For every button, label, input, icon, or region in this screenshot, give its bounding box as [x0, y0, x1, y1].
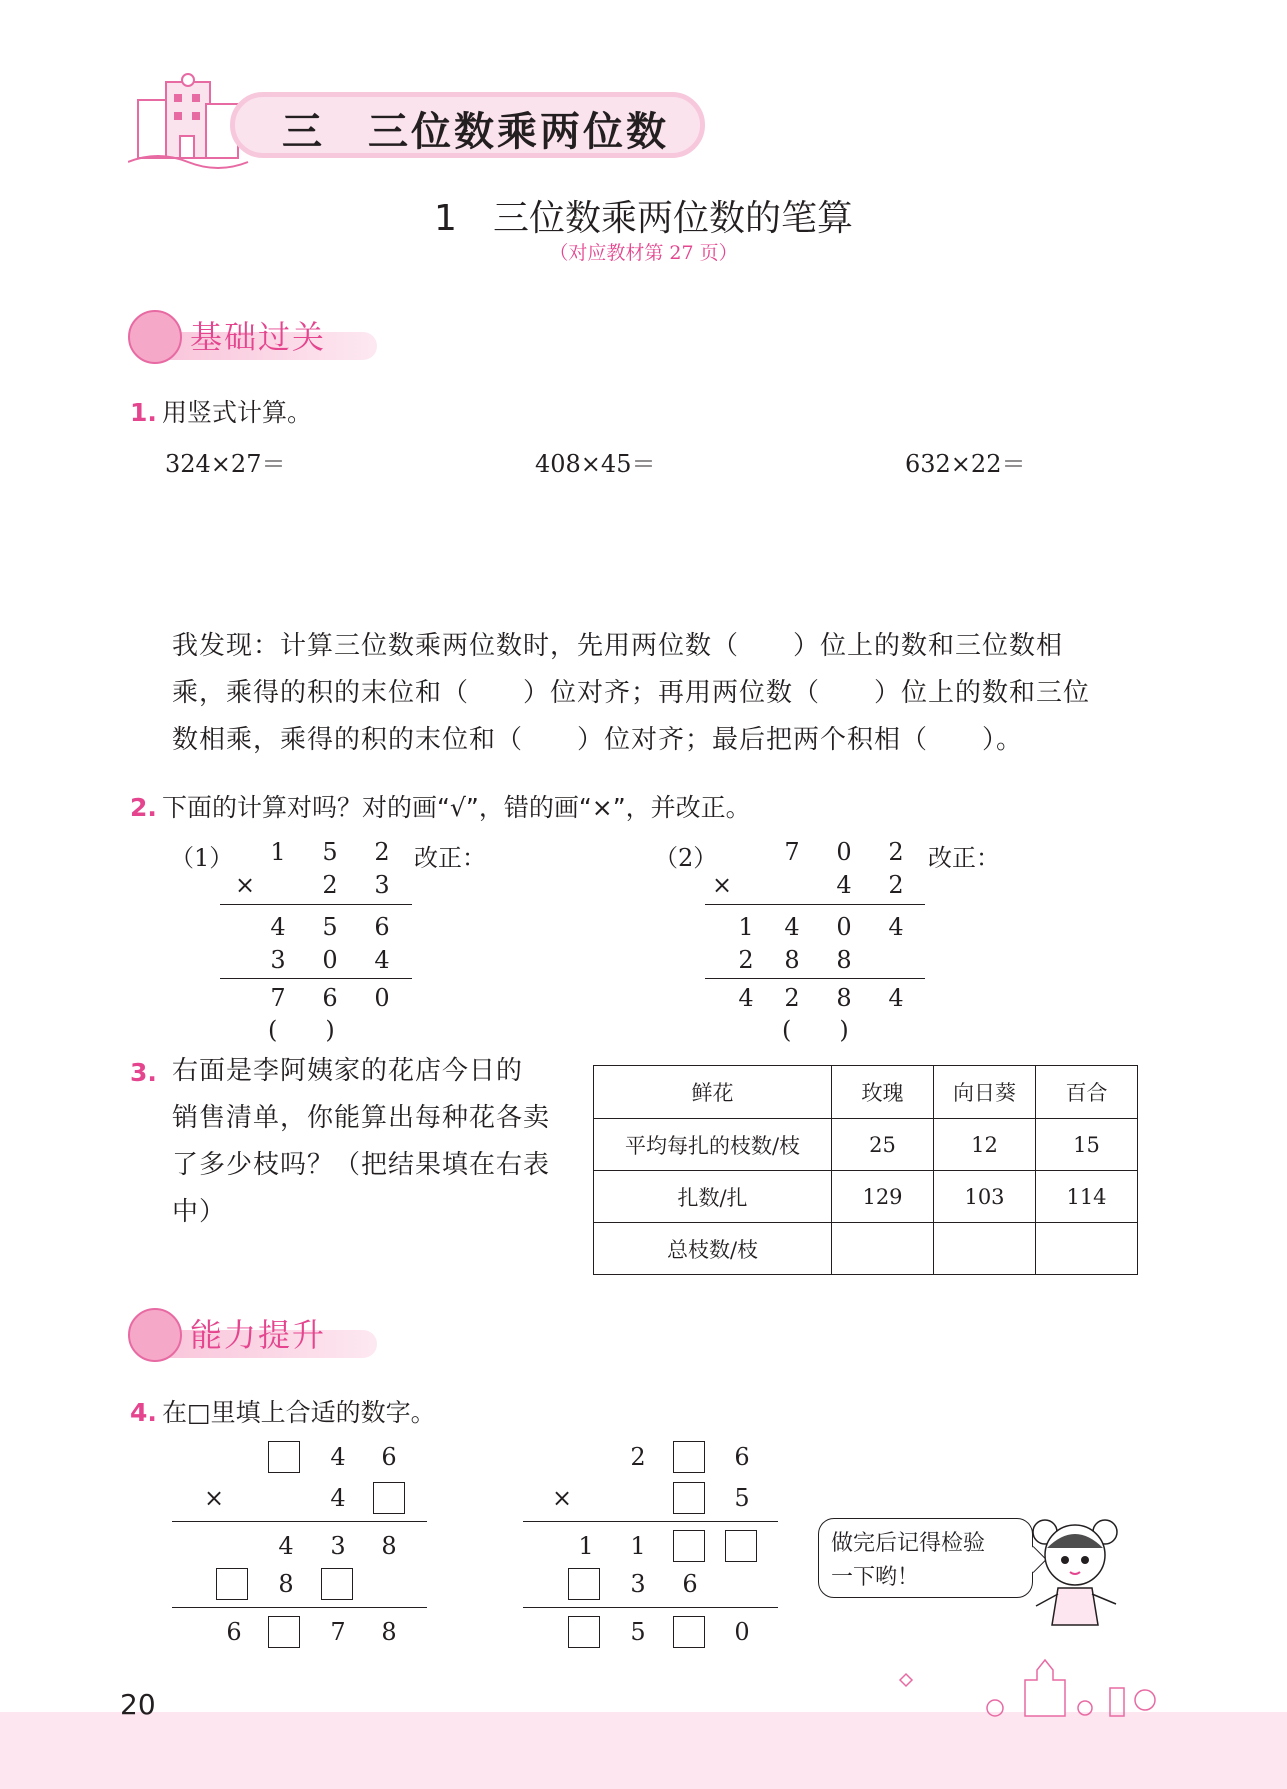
question-1	[130, 393, 312, 429]
blank-box[interactable]	[321, 1568, 353, 1600]
rule-line	[705, 978, 925, 979]
cartoon-face-icon	[128, 310, 182, 364]
blank-box[interactable]	[673, 1616, 705, 1648]
table-row-label: 平均每扎的枝数/枝	[594, 1119, 832, 1171]
digit: 8	[381, 1618, 397, 1646]
question-number: 4.	[130, 1398, 157, 1427]
digit: 2	[374, 838, 390, 866]
digit: 8	[836, 946, 852, 974]
section-basic-header	[128, 310, 388, 366]
blank-box[interactable]	[216, 1568, 248, 1600]
digit: 6	[734, 1443, 750, 1471]
table-cell: 25	[832, 1119, 934, 1171]
question-line: 右面是李阿姨家的花店今日的	[172, 1056, 524, 1086]
table-row-label: 总枝数/枝	[594, 1223, 832, 1275]
digit: 1	[270, 838, 286, 866]
question-text: 用竖式计算。	[162, 398, 313, 427]
digit: 7	[270, 984, 286, 1012]
expression-3: 632×22＝	[905, 450, 1026, 478]
rule-line	[172, 1521, 427, 1522]
digit: 2	[738, 946, 754, 974]
section-label: 基础过关	[190, 318, 327, 356]
lesson-title: 1 三位数乘两位数的笔算	[434, 198, 853, 239]
rule-line	[220, 978, 412, 979]
digit: 6	[374, 913, 390, 941]
digit: 5	[630, 1618, 646, 1646]
bubble-line: 一下哟！	[831, 1565, 920, 1590]
times-sign: ×	[234, 871, 256, 899]
question-2	[130, 788, 751, 824]
blank-box[interactable]	[673, 1482, 705, 1514]
answer-parens[interactable]: ( )	[782, 1016, 849, 1044]
discovery-line: 数相乘，乘得的积的末位和（ ）位对齐；最后把两个积相（ ）。	[172, 725, 1024, 755]
digit: 1	[578, 1532, 594, 1560]
problem-label: （1）	[170, 844, 234, 872]
table-cell: 12	[934, 1119, 1036, 1171]
chapter-title: 三 三位数乘两位数	[282, 109, 669, 155]
digit: 4	[330, 1443, 346, 1471]
digit: 4	[888, 984, 904, 1012]
digit: 4	[330, 1484, 346, 1512]
digit: 2	[322, 871, 338, 899]
expression-1: 324×27＝	[165, 450, 286, 478]
digit: 4	[278, 1532, 294, 1560]
digit: 4	[784, 913, 800, 941]
digit: 0	[734, 1618, 750, 1646]
question-number: 3.	[130, 1058, 157, 1087]
blank-box[interactable]	[673, 1441, 705, 1473]
digit: 0	[322, 946, 338, 974]
flower-sales-table	[593, 1065, 1138, 1275]
digit: 8	[381, 1532, 397, 1560]
digit: 6	[682, 1570, 698, 1598]
digit: 5	[322, 838, 338, 866]
times-sign: ×	[551, 1484, 573, 1512]
blank-box[interactable]	[725, 1530, 757, 1562]
table-header-cell: 鲜花	[594, 1066, 832, 1119]
blank-box[interactable]	[673, 1530, 705, 1562]
digit: 3	[630, 1570, 646, 1598]
blank-box[interactable]	[373, 1482, 405, 1514]
digit: 4	[738, 984, 754, 1012]
table-cell: 129	[832, 1171, 934, 1223]
digit: 5	[734, 1484, 750, 1512]
answer-parens[interactable]: ( )	[268, 1016, 335, 1044]
table-header-row	[594, 1066, 1138, 1119]
blank-box[interactable]	[568, 1568, 600, 1600]
answer-cell[interactable]	[1036, 1223, 1138, 1275]
answer-cell[interactable]	[934, 1223, 1036, 1275]
rule-line	[523, 1607, 778, 1608]
correction-label: 改正：	[928, 844, 1000, 872]
table-row	[594, 1223, 1138, 1275]
digit: 2	[888, 871, 904, 899]
page-number: 20	[120, 1688, 156, 1721]
question-text: 下面的计算对吗？对的画“√”，错的画“×”，并改正。	[162, 793, 751, 822]
table-row	[594, 1119, 1138, 1171]
rule-line	[523, 1521, 778, 1522]
table-cell: 103	[934, 1171, 1036, 1223]
digit: 8	[784, 946, 800, 974]
digit: 2	[888, 838, 904, 866]
table-cell: 114	[1036, 1171, 1138, 1223]
question-line: 销售清单，你能算出每种花各卖	[172, 1103, 551, 1133]
digit: 4	[836, 871, 852, 899]
question-text: 在□里填上合适的数字。	[162, 1398, 436, 1427]
question-line: 了多少枝吗？（把结果填在右表	[172, 1150, 551, 1180]
digit: 2	[630, 1443, 646, 1471]
girl-illustration-icon	[1030, 1510, 1120, 1634]
digit: 5	[322, 913, 338, 941]
digit: 0	[836, 913, 852, 941]
discovery-paragraph	[172, 623, 1172, 764]
digit: 7	[784, 838, 800, 866]
digit: 1	[738, 913, 754, 941]
rule-line	[220, 904, 412, 905]
answer-cell[interactable]	[832, 1223, 934, 1275]
problem-label: （2）	[654, 844, 718, 872]
correction-label: 改正：	[414, 844, 486, 872]
rule-line	[172, 1607, 427, 1608]
digit: 3	[374, 871, 390, 899]
reminder-speech-bubble	[818, 1518, 1033, 1598]
rule-line	[705, 904, 925, 905]
discovery-line: 我发现：计算三位数乘两位数时，先用两位数（ ）位上的数和三位数相	[172, 631, 1064, 661]
table-header-cell: 玫瑰	[832, 1066, 934, 1119]
expression-2: 408×45＝	[535, 450, 656, 478]
blank-box[interactable]	[268, 1616, 300, 1648]
times-sign: ×	[711, 871, 733, 899]
digit: 4	[374, 946, 390, 974]
digit: 8	[278, 1570, 294, 1598]
lesson-reference: （对应教材第 27 页）	[549, 242, 738, 264]
table-row-label: 扎数/扎	[594, 1171, 832, 1223]
digit: 0	[374, 984, 390, 1012]
digit: 8	[836, 984, 852, 1012]
digit: 6	[381, 1443, 397, 1471]
table-header-cell: 向日葵	[934, 1066, 1036, 1119]
digit: 7	[330, 1618, 346, 1646]
section-label: 能力提升	[190, 1316, 327, 1354]
section-advanced-header	[128, 1308, 388, 1364]
question-4	[130, 1393, 436, 1429]
question-3-text	[172, 1048, 592, 1236]
digit: 3	[330, 1532, 346, 1560]
table-row	[594, 1171, 1138, 1223]
bubble-line: 做完后记得检验	[831, 1531, 986, 1556]
digit: 4	[270, 913, 286, 941]
question-number: 1.	[130, 398, 157, 427]
castle-illustration-icon	[885, 1650, 1175, 1724]
table-header-cell: 百合	[1036, 1066, 1138, 1119]
digit: 2	[784, 984, 800, 1012]
digit: 0	[836, 838, 852, 866]
discovery-line: 乘，乘得的积的末位和（ ）位对齐；再用两位数（ ）位上的数和三位	[172, 678, 1091, 708]
times-sign: ×	[203, 1484, 225, 1512]
cartoon-face-icon	[128, 1308, 182, 1362]
digit: 3	[270, 946, 286, 974]
digit: 1	[630, 1532, 646, 1560]
table-cell: 15	[1036, 1119, 1138, 1171]
digit: 6	[322, 984, 338, 1012]
digit: 4	[888, 913, 904, 941]
question-line: 中）	[172, 1197, 227, 1227]
blank-box[interactable]	[268, 1441, 300, 1473]
digit: 6	[226, 1618, 242, 1646]
blank-box[interactable]	[568, 1616, 600, 1648]
question-number: 2.	[130, 793, 157, 822]
